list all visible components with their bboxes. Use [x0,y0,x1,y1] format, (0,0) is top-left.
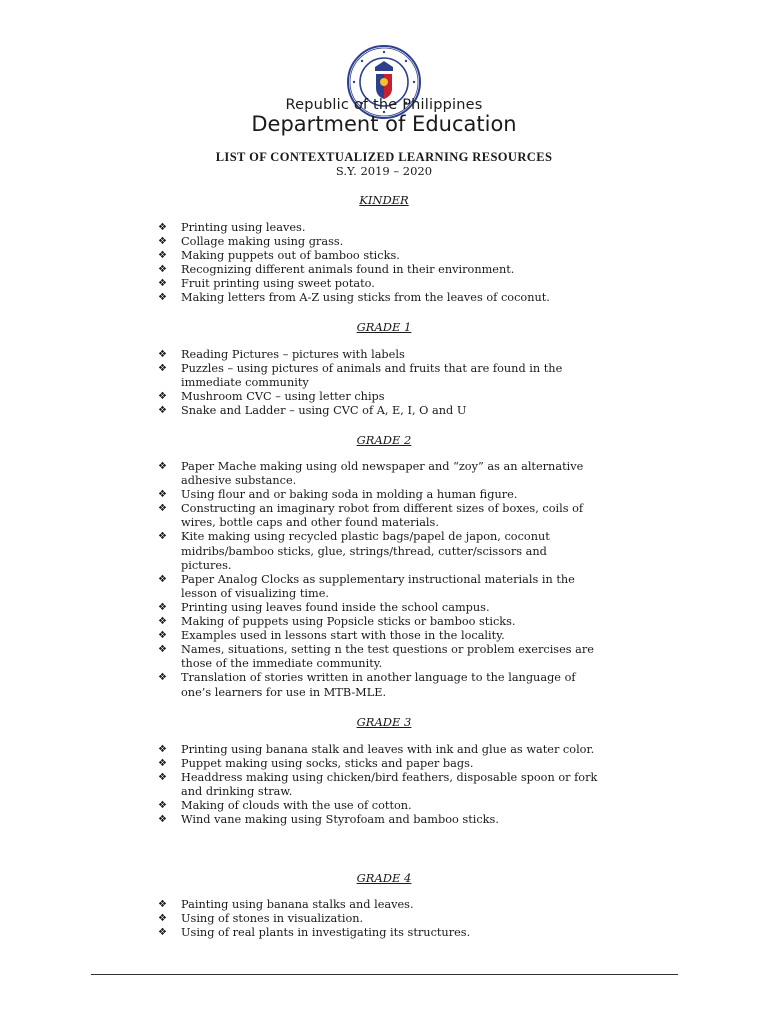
list-item [158,771,663,799]
list-item [158,235,663,249]
diamond-bullet-icon: ❖ [158,758,167,770]
list-item [158,362,663,390]
list-item [158,502,663,530]
list-item-text: Names, situations, setting n the test questions or problem exercises are [181,643,594,657]
diamond-bullet-icon: ❖ [158,264,167,276]
diamond-bullet-icon: ❖ [158,927,167,939]
list-item-text: Fruit printing using sweet potato. [181,277,375,291]
list-item-text: Wind vane making using Styrofoam and bamboo sticks. [181,813,499,827]
list-item-text: Making of puppets using Popsicle sticks or bamboo sticks. [181,615,516,629]
list-item [158,629,663,643]
list-item-text: Constructing an imaginary robot from different sizes of boxes, coils of [181,502,584,516]
diamond-bullet-icon: ❖ [158,461,167,472]
list-item [158,404,663,418]
list-item [158,573,663,601]
list-item [158,743,663,757]
list-item [158,643,663,671]
list-item-text: Using of real plants in investigating its structures. [181,926,471,940]
list-item [158,898,663,912]
diamond-bullet-icon: ❖ [158,503,167,515]
list-item-text: wires, bottle caps and other found materials. [181,516,439,530]
footer-divider [91,974,678,975]
list-item [158,926,663,940]
diamond-bullet-icon: ❖ [158,405,167,417]
diamond-bullet-icon: ❖ [158,236,167,248]
list-item [158,488,663,502]
diamond-bullet-icon: ❖ [158,531,167,543]
list-item-text: Collage making using grass. [181,235,344,249]
diamond-bullet-icon: ❖ [158,616,167,628]
list-item [158,601,663,615]
section-title-grade-3: GRADE 3 [356,715,412,729]
list-item [158,912,663,926]
list-item [158,615,663,629]
list-item-text: Using of stones in visualization. [181,912,364,926]
diamond-bullet-icon: ❖ [158,349,167,360]
diamond-bullet-icon: ❖ [158,278,167,290]
diamond-bullet-icon: ❖ [158,772,167,784]
list-item-text: Puppet making using socks, sticks and paper bags. [181,757,474,771]
list-item [158,671,663,699]
diamond-bullet-icon: ❖ [158,489,167,501]
list-item [158,249,663,263]
list-item [158,799,663,813]
diamond-bullet-icon: ❖ [158,672,167,684]
diamond-bullet-icon: ❖ [158,630,167,642]
list-item [158,221,663,235]
list-item-text: Paper Analog Clocks as supplementary instructional materials in the [181,572,575,586]
diamond-bullet-icon: ❖ [158,363,167,375]
diamond-bullet-icon: ❖ [158,391,167,403]
list-item-text: Mushroom CVC – using letter chips [181,390,385,404]
list-item [158,291,663,305]
list-item [158,390,663,404]
diamond-bullet-icon: ❖ [158,913,167,925]
list-item-text: Translation of stories written in another language to the language of [181,671,576,685]
list-item-text: Recognizing different animals found in their environment. [181,263,515,277]
grade-4-list [158,898,663,940]
list-item [158,263,663,277]
diamond-bullet-icon: ❖ [158,222,167,233]
list-item [158,757,663,771]
list-item [158,277,663,291]
list-item-text: Kite making using recycled plastic bags/papel de japon, coconut [181,530,550,544]
diamond-bullet-icon: ❖ [158,250,167,262]
document-title: LIST OF CONTEXTUALIZED LEARNING RESOURCES [215,150,553,164]
list-item-text: Printing using banana stalk and leaves with ink and glue as water color. [181,743,595,756]
list-item-text: Printing using leaves. [181,221,306,234]
school-year: S.Y. 2019 – 2020 [335,164,433,178]
section-title-grade-4: GRADE 4 [356,871,412,885]
list-item-text: lesson of visualizing time. [181,586,329,600]
republic-heading: Republic of the Philippines [285,97,483,113]
list-item-text: and drinking straw. [181,785,293,799]
grade-2-list [158,460,663,700]
list-item-text: Using flour and or baking soda in molding a human figure. [181,488,518,502]
list-item-text: Making of clouds with the use of cotton. [181,799,412,813]
list-item-text: midribs/bamboo sticks, glue, strings/thread, cutter/scissors and [181,544,547,558]
grade-1-list [158,348,663,418]
diamond-bullet-icon: ❖ [158,644,167,656]
list-item-text: Examples used in lessons start with those in the locality. [181,629,505,643]
list-item-text: Making puppets out of bamboo sticks. [181,249,400,263]
list-item-text: those of the immediate community. [181,657,383,671]
department-heading: Department of Education [251,112,517,136]
diamond-bullet-icon: ❖ [158,292,167,304]
list-item-text: Paper Mache making using old newspaper and “zoy” as an alternative [181,460,584,473]
list-item-text: Headdress making using chicken/bird feathers, disposable spoon or fork [181,771,598,785]
list-item [158,530,663,572]
diamond-bullet-icon: ❖ [158,744,167,755]
grade-3-list [158,743,663,828]
list-item-text: one’s learners for use in MTB-MLE. [181,685,387,699]
list-item-text: pictures. [181,558,232,572]
list-item [158,813,663,827]
diamond-bullet-icon: ❖ [158,800,167,812]
diamond-bullet-icon: ❖ [158,899,167,910]
list-item-text: Painting using banana stalks and leaves. [181,898,414,911]
diamond-bullet-icon: ❖ [158,573,167,585]
list-item-text: Reading Pictures – pictures with labels [181,348,405,361]
diamond-bullet-icon: ❖ [158,814,167,826]
section-title-kinder: KINDER [359,193,409,207]
list-item [158,348,663,362]
list-item-text: adhesive substance. [181,474,297,488]
diamond-bullet-icon: ❖ [158,601,167,613]
section-title-grade-2: GRADE 2 [356,433,412,447]
list-item-text: Snake and Ladder – using CVC of A, E, I, O and U [181,404,467,418]
section-title-grade-1: GRADE 1 [356,320,412,334]
list-item-text: Making letters from A-Z using sticks from the leaves of coconut. [181,291,550,305]
kinder-list [158,221,663,306]
list-item [158,460,663,488]
list-item-text: Puzzles – using pictures of animals and fruits that are found in the [181,362,563,376]
list-item-text: immediate community [181,376,309,390]
list-item-text: Printing using leaves found inside the school campus. [181,600,490,614]
